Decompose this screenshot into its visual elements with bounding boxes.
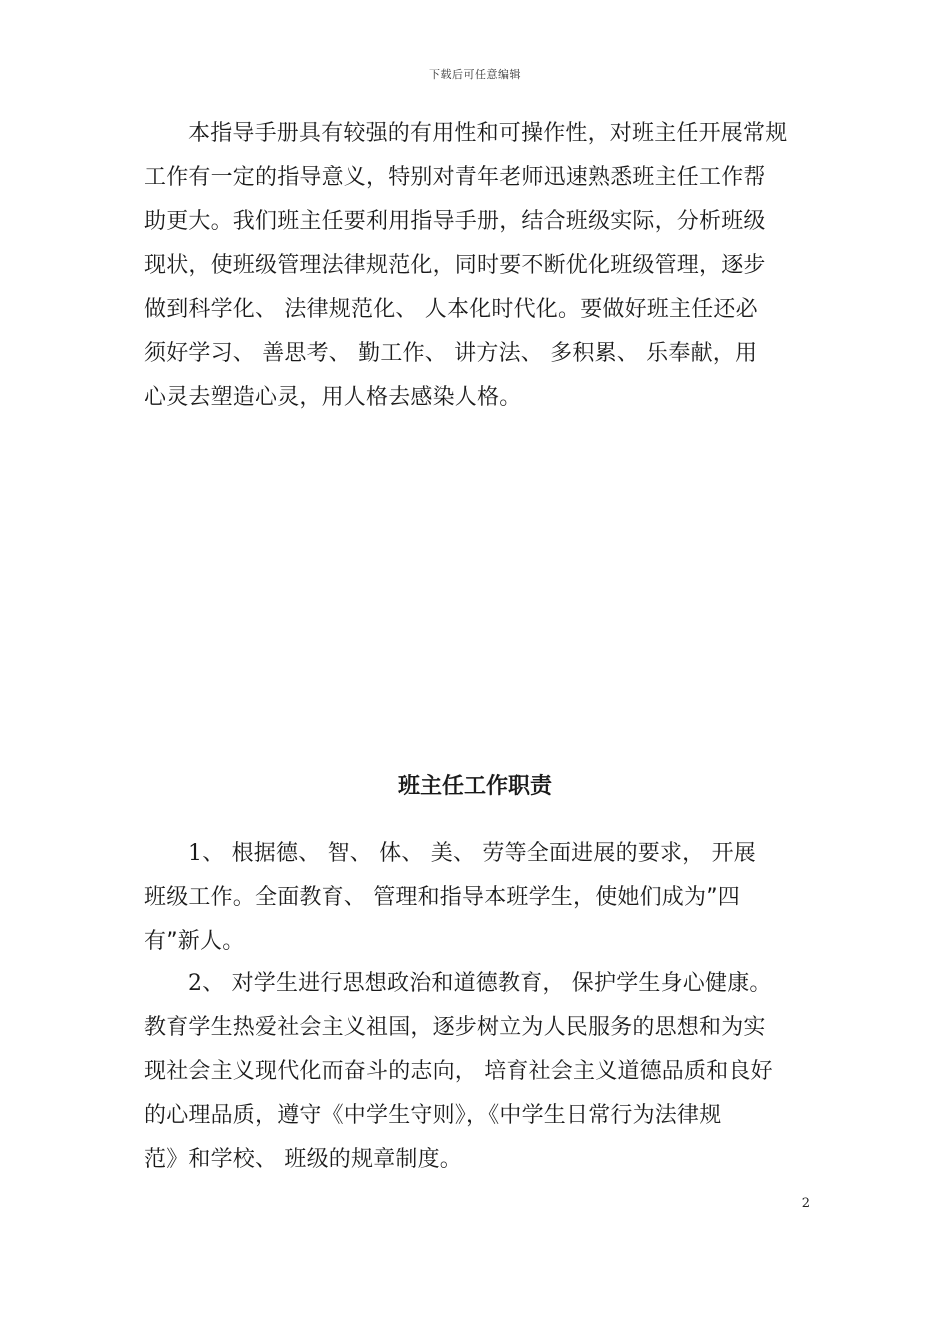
paragraph-line: 心灵去塑造心灵，用人格去感染人格。 [144,385,522,410]
paragraph-line: 范》和学校、 班级的规章制度。 [144,1147,462,1172]
paragraph-line: 现状，使班级管理法律规范化，同时要不断优化班级管理，逐步 [144,253,766,278]
paragraph-line [144,832,810,876]
paragraph-line: 教育学生热爱社会主义祖国，逐步树立为人民服务的思想和为实 [144,1015,766,1040]
duty-text: 根据德、 智、 体、 美、 劳等全面进展的要求， 开展 [224,841,756,866]
paragraph-line: 的心理品质，遵守《中学生守则》，《中学生日常行为法律规 [144,1103,722,1128]
paragraph-line: 须好学习、 善思考、 勤工作、 讲方法、 多积累、 乐奉献，用 [144,341,758,366]
duty-text: 对学生进行思想政治和道德教育， 保护学生身心健康。 [224,971,772,996]
paragraph-line: 做到科学化、 法律规范化、 人本化时代化。要做好班主任还必 [144,297,758,322]
paragraph-line [144,962,810,1006]
paragraph-line: 班级工作。全面教育、 管理和指导本班学生，使她们成为”四 [144,885,740,910]
duty-item-2 [144,962,810,1182]
duty-number: 2、 [188,971,225,996]
intro-paragraph [144,112,810,420]
paragraph-line: 工作有一定的指导意义，特别对青年老师迅速熟悉班主任工作帮 [144,165,766,190]
section-title: 班主任工作职责 [397,774,552,799]
paragraph-line: 现社会主义现代化而奋斗的志向， 培育社会主义道德品质和良好 [144,1059,773,1084]
page-header: 下载后可任意编辑 [429,68,521,81]
duty-number: 1、 [188,841,225,866]
paragraph-line: 本指导手册具有较强的有用性和可操作性，对班主任开展常规 [188,121,788,146]
duty-item-1 [144,832,810,964]
paragraph-line: 助更大。我们班主任要利用指导手册，结合班级实际，分析班级 [144,209,766,234]
paragraph-line: 有”新人。 [144,929,245,954]
page-number: 2 [801,1196,810,1211]
